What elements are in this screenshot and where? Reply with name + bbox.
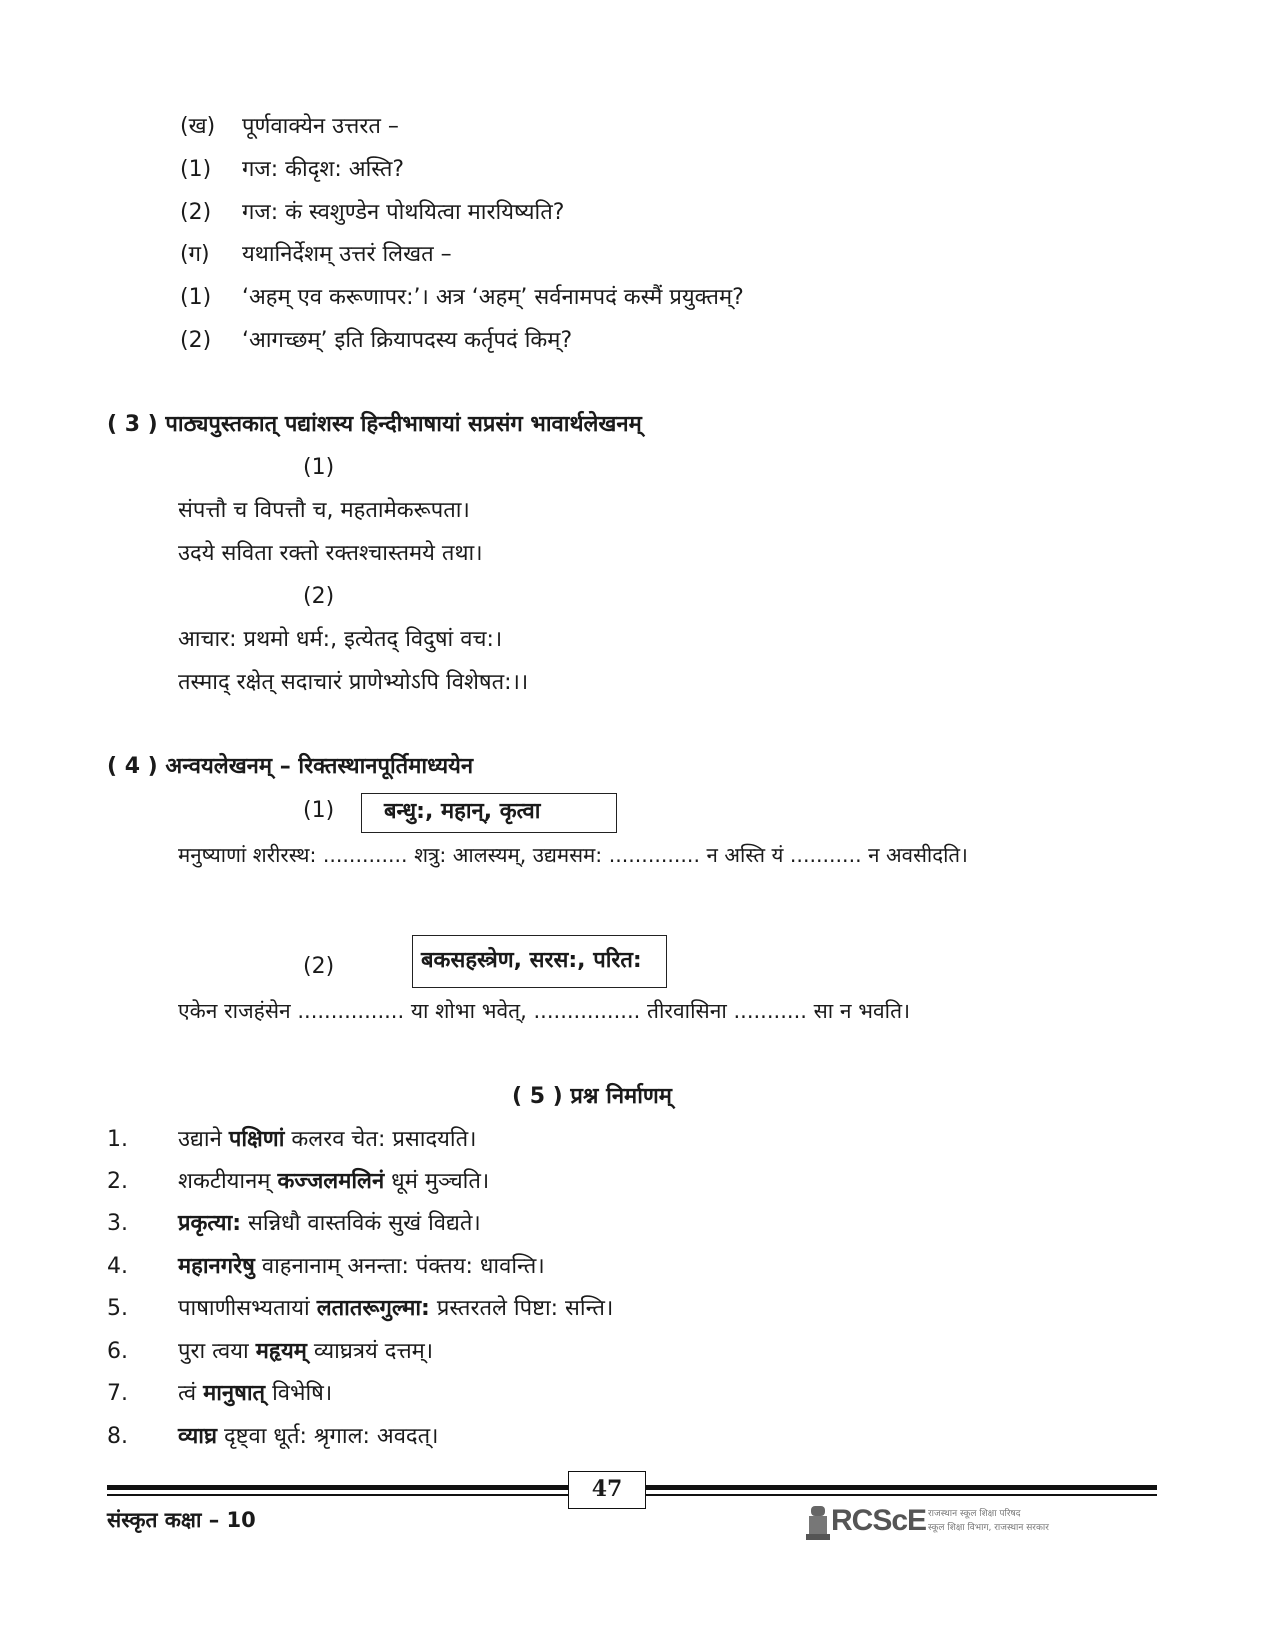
list-item bbox=[180, 283, 744, 313]
item-text: गज: कं स्वशुण्डेन पोथयित्वा मारयिष्यति? bbox=[242, 200, 565, 225]
item-number: 6. bbox=[107, 1339, 128, 1364]
item-bold: पक्षिणां bbox=[228, 1127, 285, 1152]
list-item bbox=[107, 1337, 433, 1367]
item-number: 3. bbox=[107, 1211, 128, 1236]
verse-line: संपत्तौ च विपत्तौ च, महतामेकरूपता। bbox=[178, 498, 470, 523]
list-item bbox=[180, 198, 564, 228]
rcsce-logo bbox=[803, 1502, 1073, 1546]
logo-line2: स्कूल शिक्षा विभाग, राजस्थान सरकार bbox=[928, 1523, 1049, 1533]
footer-book-title: संस्कृत कक्षा – 10 bbox=[107, 1508, 256, 1532]
list-item bbox=[180, 326, 572, 356]
list-item bbox=[180, 155, 404, 185]
section3-heading: ( 3 ) पाठ्यपुस्तकात् पद्यांशस्य हिन्दीभाषायां सप्रसंग भावार्थलेखनम् bbox=[107, 412, 642, 437]
logo-line1: राजस्थान स्कूल शिक्षा परिषद bbox=[928, 1509, 1021, 1519]
item-number: (1) bbox=[180, 285, 212, 310]
section-kha-text: पूर्णवाक्येन उत्तरत – bbox=[242, 114, 399, 139]
section-ga-label: (ग) bbox=[180, 242, 210, 267]
emblem-icon bbox=[803, 1504, 833, 1544]
verse-line: आचार: प्रथमो धर्म:, इत्येतद् विदुषां वच:। bbox=[178, 627, 503, 652]
item-text: त्वं bbox=[178, 1381, 204, 1406]
item-number: 7. bbox=[107, 1381, 128, 1406]
item-bold: मानुषात् bbox=[203, 1381, 266, 1406]
fill-blank-sentence: एकेन राजहंसेन ................ या शोभा भवेत्, ................ तीरवासिना ........... सा न भवति। bbox=[178, 999, 911, 1023]
item-text: पाषाणीसभ्यतायां bbox=[178, 1296, 317, 1321]
section5-heading: ( 5 ) प्रश्न निर्माणम् bbox=[512, 1084, 672, 1109]
item-text: ‘आगच्छम्’ इति क्रियापदस्य कर्तृपदं किम्? bbox=[242, 328, 573, 353]
logo-wordmark: RCScE bbox=[831, 1504, 927, 1537]
item-number: (2) bbox=[180, 328, 212, 353]
list-item bbox=[107, 1209, 481, 1239]
list-item bbox=[107, 1252, 545, 1282]
item-number: (1) bbox=[303, 798, 335, 823]
item-text: उद्याने bbox=[178, 1127, 229, 1152]
item-text: पुरा त्वया bbox=[178, 1339, 256, 1364]
item-number: (2) bbox=[303, 954, 335, 979]
list-item bbox=[107, 1379, 332, 1409]
item-text: प्रस्तरतले पिष्टा: सन्ति। bbox=[429, 1296, 614, 1321]
item-text: धूमं मुञ्चति। bbox=[384, 1169, 490, 1194]
item-text: व्याघ्रत्रयं दत्तम्। bbox=[306, 1339, 434, 1364]
section-ga-text: यथानिर्देशम् उत्तरं लिखत – bbox=[242, 242, 452, 267]
item-bold: लतातरूगुल्मा: bbox=[316, 1296, 430, 1321]
list-item bbox=[107, 1422, 439, 1452]
section4-heading: ( 4 ) अन्वयलेखनम् – रिक्तस्थानपूर्तिमाध्ययेन bbox=[107, 754, 474, 779]
item-number: 5. bbox=[107, 1296, 128, 1321]
verse-number: (1) bbox=[303, 455, 335, 480]
item-number: 8. bbox=[107, 1424, 128, 1449]
word-box bbox=[361, 793, 617, 833]
item-text: शकटीयानम् bbox=[178, 1169, 278, 1194]
section-ga bbox=[180, 240, 452, 270]
fill-blank-sentence: मनुष्याणां शरीरस्थ: ............. शत्रु: आलस्यम्, उद्यमसम: .............. न अस्ति यं ........... न अवसीदति। bbox=[178, 843, 968, 867]
list-item bbox=[107, 1167, 489, 1197]
item-text: गज: कीदृश: अस्ति? bbox=[242, 157, 405, 182]
word-box-text: बन्धु:, महान्, कृत्वा bbox=[384, 799, 541, 824]
section-kha bbox=[180, 112, 399, 142]
item-number: (1) bbox=[180, 157, 212, 182]
page-number: 47 bbox=[568, 1471, 646, 1509]
item-text: विभेषि। bbox=[265, 1381, 333, 1406]
item-text: वाहनानाम् अनन्ता: पंक्तय: धावन्ति। bbox=[254, 1254, 545, 1279]
item-number: 4. bbox=[107, 1254, 128, 1279]
item-text: कलरव चेत: प्रसादयति। bbox=[284, 1127, 477, 1152]
item-text: दृष्ट्वा धूर्त: श्रृगाल: अवदत्। bbox=[216, 1424, 439, 1449]
word-box bbox=[412, 935, 667, 988]
verse-line: तस्माद् रक्षेत् सदाचारं प्राणेभ्योऽपि विशेषत:।। bbox=[178, 670, 529, 695]
verse-line: उदये सविता रक्तो रक्तश्चास्तमये तथा। bbox=[178, 541, 483, 566]
section-kha-label: (ख) bbox=[180, 114, 216, 139]
item-bold: व्याघ्र bbox=[178, 1424, 217, 1449]
item-number: (2) bbox=[180, 200, 212, 225]
verse-number: (2) bbox=[303, 584, 335, 609]
item-text: ‘अहम् एव करूणापर:’। अत्र ‘अहम्’ सर्वनामपदं कस्मैं प्रयुक्तम्? bbox=[242, 285, 744, 310]
list-item bbox=[107, 1294, 613, 1324]
item-text: सन्निधौ वास्तविकं सुखं विद्यते। bbox=[241, 1211, 481, 1236]
list-item bbox=[107, 1125, 476, 1155]
item-bold: कज्जलमलिनं bbox=[277, 1169, 385, 1194]
word-box-text: बकसहस्त्रेण, सरस:, परित: bbox=[421, 948, 642, 973]
item-bold: महानगरेषु bbox=[178, 1254, 255, 1279]
item-number: 2. bbox=[107, 1169, 128, 1194]
item-bold: प्रकृत्या: bbox=[178, 1211, 242, 1236]
item-bold: महृयम् bbox=[255, 1339, 307, 1364]
item-number: 1. bbox=[107, 1127, 128, 1152]
